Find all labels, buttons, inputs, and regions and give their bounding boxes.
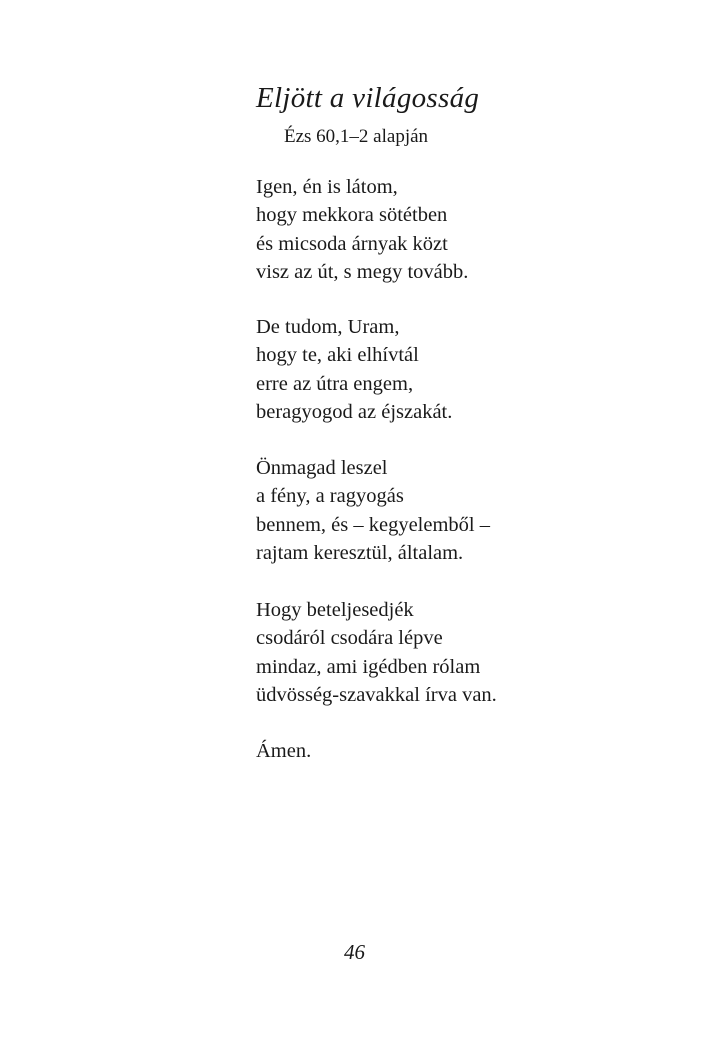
poem-line: Igen, én is látom, bbox=[256, 176, 398, 198]
stanza-2 bbox=[256, 313, 452, 426]
poem-line: visz az út, s megy tovább. bbox=[256, 260, 469, 283]
poem-line: üdvösség-szavakkal írva van. bbox=[256, 683, 497, 706]
poem-subtitle: Ézs 60,1–2 alapján bbox=[284, 126, 429, 147]
poem-line: beragyogod az éjszakát. bbox=[256, 400, 453, 423]
poem-line: a fény, a ragyogás bbox=[256, 485, 404, 508]
poem-line: bennem, és – kegyelemből – bbox=[256, 513, 490, 536]
poem-line: hogy mekkora sötétben bbox=[256, 204, 448, 227]
poem-line: mindaz, ami igédben rólam bbox=[256, 655, 481, 678]
poem-line: Önmagad leszel bbox=[256, 457, 388, 479]
poem-line: erre az útra engem, bbox=[256, 372, 414, 395]
poem-line: rajtam keresztül, általam. bbox=[256, 541, 464, 564]
poem-line: és micsoda árnyak közt bbox=[256, 232, 448, 255]
poem-line: Hogy beteljesedjék bbox=[256, 599, 414, 621]
stanza-3 bbox=[256, 454, 490, 567]
poem-line: Ámen. bbox=[256, 740, 312, 762]
poem-title: Eljött a világosság bbox=[256, 82, 480, 114]
stanza-1 bbox=[256, 173, 468, 286]
page-number: 46 bbox=[344, 940, 365, 964]
poem-line: De tudom, Uram, bbox=[256, 316, 400, 338]
stanza-4 bbox=[256, 596, 497, 709]
stanza-5 bbox=[256, 737, 311, 765]
poem-line: hogy te, aki elhívtál bbox=[256, 344, 419, 367]
poem-line: csodáról csodára lépve bbox=[256, 627, 443, 650]
